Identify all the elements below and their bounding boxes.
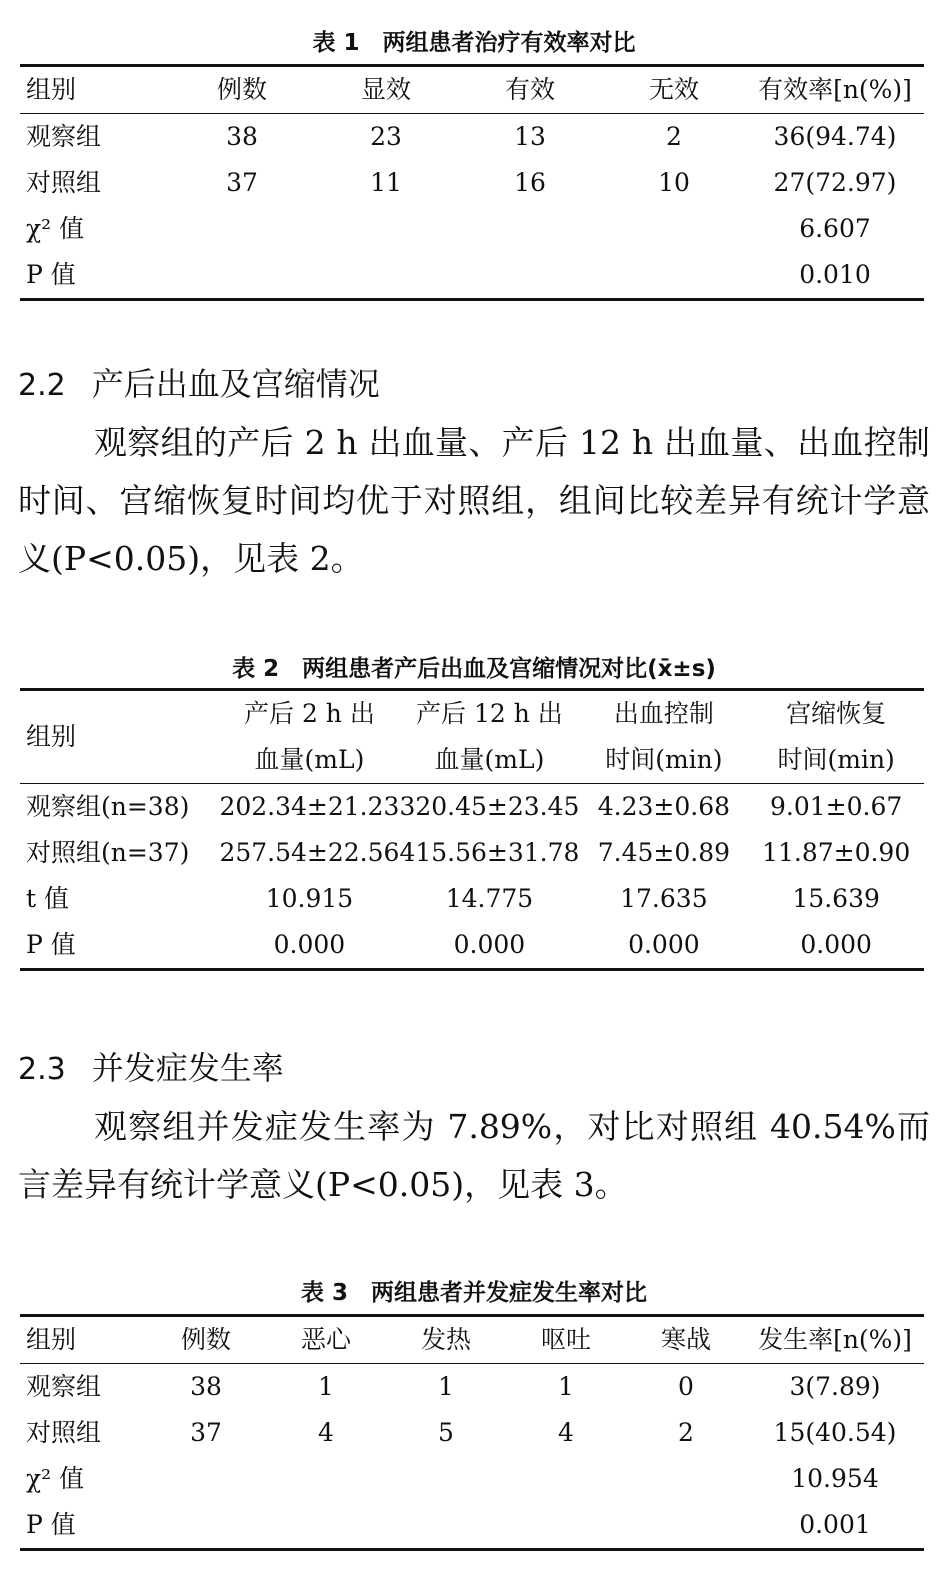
table2-header-row (20, 690, 924, 738)
table-cell: 0.001 (746, 1502, 924, 1550)
table-cell: 11 (370, 168, 402, 197)
table3 (20, 1314, 924, 1551)
table-cell: 27(72.97) (773, 168, 897, 197)
table-cell: 0.000 (399, 922, 579, 970)
table-cell: 2 (678, 1418, 694, 1447)
table3-header-cell: 恶心 (266, 1316, 386, 1364)
table-cell: t 值 (26, 884, 69, 913)
table1-header-cell: 无效 (602, 66, 746, 114)
table-cell: 11.87±0.90 (762, 838, 911, 867)
table-row (20, 252, 924, 300)
table-cell: 257.54±22.56 (219, 838, 400, 867)
table2-header-cell: 产后 2 h 出 (219, 690, 399, 738)
table-cell: 10 (658, 168, 690, 197)
table-cell: 13 (514, 122, 546, 151)
table-row (20, 160, 924, 206)
table1-header-row (20, 66, 924, 114)
table2 (20, 688, 924, 971)
table3-header-cell: 寒战 (626, 1316, 746, 1364)
table-row (20, 876, 924, 922)
table-row (20, 784, 924, 831)
table2-header-cell: 宫缩恢复 (748, 690, 924, 738)
table2-header-cell: 血量(mL) (399, 737, 579, 784)
table3-header-row (20, 1316, 924, 1364)
table-cell: 15.639 (792, 884, 880, 913)
table-cell: 观察组 (26, 1372, 102, 1401)
table-cell: 4.23±0.68 (597, 792, 731, 821)
section-title: 产后出血及宫缩情况 (91, 365, 380, 403)
section-title: 并发症发生率 (91, 1049, 284, 1087)
table-cell: 15(40.54) (773, 1418, 897, 1447)
table2-header-cell: 时间(min) (579, 737, 748, 784)
table-cell: 0 (678, 1372, 694, 1401)
table-cell: 6.607 (799, 214, 871, 243)
table-row (20, 1456, 924, 1502)
table3-header-cell: 组别 (20, 1316, 146, 1364)
section-2-3-heading (18, 1048, 284, 1090)
table-cell: 37 (190, 1418, 222, 1447)
section-number: 2.2 (18, 368, 66, 403)
table2-header-cell: 血量(mL) (219, 737, 399, 784)
table2-header-cell: 出血控制 (579, 690, 748, 738)
table-row (20, 922, 924, 970)
paragraph: 观察组的产后 2 h 出血量、产后 12 h 出血量、出血控制时间、宫缩恢复时间均优于对照组，组间比较差异有统计学意义(P<0.05)，见表 2。 (18, 423, 930, 578)
table-cell: 2 (666, 122, 682, 151)
table-cell: 17.635 (620, 884, 708, 913)
table-cell: χ² 值 (26, 214, 85, 243)
table1-header-cell: 组别 (20, 66, 170, 114)
table-row (20, 1364, 924, 1411)
table-cell: 38 (190, 1372, 222, 1401)
table3-caption: 表 3 两组患者并发症发生率对比 (300, 1280, 647, 1306)
table-cell: χ² 值 (26, 1464, 85, 1493)
table-cell: 37 (226, 168, 258, 197)
table-row (20, 114, 924, 161)
table-cell: 对照组 (26, 1418, 102, 1447)
table-cell: P 值 (20, 252, 170, 300)
table1-header-cell: 例数 (170, 66, 314, 114)
section-2-3-body (18, 1098, 930, 1214)
table-cell: 202.34±21.23 (219, 792, 400, 821)
table-cell: 10.915 (265, 884, 354, 913)
table-cell: 36(94.74) (773, 122, 897, 151)
table-cell: 38 (226, 122, 258, 151)
table1-caption: 表 1 两组患者治疗有效率对比 (312, 30, 636, 56)
paragraph: 观察组并发症发生率为 7.89%，对比对照组 40.54%而言差异有统计学意义(P<0.05)，见表 3。 (18, 1107, 930, 1204)
table-cell: 对照组 (26, 168, 102, 197)
table3-header-cell: 例数 (146, 1316, 266, 1364)
table-cell: 0.000 (579, 922, 748, 970)
table-cell: 1 (438, 1372, 454, 1401)
table-row (20, 1410, 924, 1456)
table-cell: 10.954 (791, 1464, 879, 1493)
table-cell: 23 (370, 122, 402, 151)
table-cell: 0.010 (746, 252, 924, 300)
table-cell: 9.01±0.67 (770, 792, 903, 821)
table-cell: 14.775 (445, 884, 534, 913)
table-row (20, 206, 924, 252)
table-cell: 5 (438, 1418, 454, 1447)
table3-header-cell: 发生率[n(%)] (746, 1316, 924, 1364)
table-cell: 1 (558, 1372, 574, 1401)
table-cell: 1 (318, 1372, 334, 1401)
table1-header-cell: 显效 (314, 66, 458, 114)
table2-header-cell: 产后 12 h 出 (399, 690, 579, 738)
table-cell: 7.45±0.89 (597, 838, 731, 867)
table-cell: 415.56±31.78 (399, 838, 580, 867)
table-row (20, 1502, 924, 1550)
table-cell: 16 (514, 168, 546, 197)
table2-header-cell: 时间(min) (748, 737, 924, 784)
table-cell: 3(7.89) (789, 1372, 881, 1401)
table-cell: P 值 (20, 922, 219, 970)
table1-header-cell: 有效 (458, 66, 602, 114)
table-cell: 观察组(n=38) (26, 792, 190, 821)
table-cell: 观察组 (26, 122, 102, 151)
table1-header-cell: 有效率[n(%)] (746, 66, 924, 114)
table-cell: 0.000 (748, 922, 924, 970)
table-cell: 0.000 (219, 922, 399, 970)
table-cell: 4 (558, 1418, 574, 1447)
section-2-2-body (18, 414, 930, 588)
table1 (20, 64, 924, 301)
table2-caption: 表 2 两组患者产后出血及宫缩情况对比(x̄±s) (232, 656, 716, 682)
table2-header-cell: 组别 (20, 690, 219, 784)
table-row (20, 830, 924, 876)
table3-header-cell: 呕吐 (506, 1316, 626, 1364)
table3-header-cell: 发热 (386, 1316, 506, 1364)
section-2-2-heading (18, 364, 380, 406)
section-number: 2.3 (18, 1052, 66, 1087)
table-cell: P 值 (20, 1502, 146, 1550)
table-cell: 4 (318, 1418, 334, 1447)
table-cell: 对照组(n=37) (26, 838, 190, 867)
table-cell: 320.45±23.45 (399, 792, 580, 821)
